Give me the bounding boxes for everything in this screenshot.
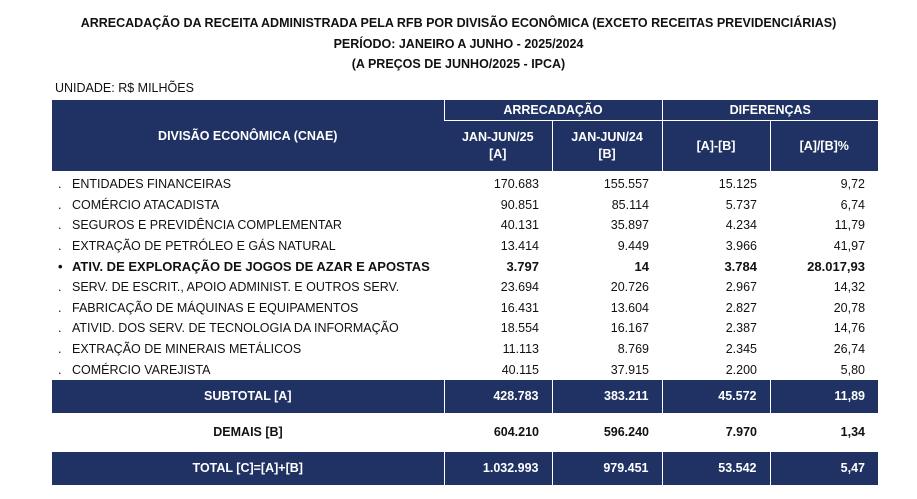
subtotal-label: SUBTOTAL [A] (52, 380, 444, 413)
row-value-a: 11.113 (502, 342, 539, 357)
division-header: DIVISÃO ECONÔMICA (CNAE) (52, 100, 444, 171)
row-bullet: . (58, 218, 62, 233)
total-diff: 53.542 (662, 452, 770, 485)
row-value-a: 170.683 (493, 177, 539, 192)
row-label-cell (52, 215, 444, 236)
table-row (52, 277, 878, 298)
demais-a: 604.210 (444, 413, 552, 452)
row-value-diff: 15.125 (718, 177, 757, 192)
row-value-diff: 2.967 (725, 280, 757, 295)
row-bullet: . (58, 177, 62, 192)
row-label: EXTRAÇÃO DE MINERAIS METÁLICOS (72, 342, 302, 357)
row-label-cell (52, 318, 444, 339)
row-label-cell (52, 277, 444, 298)
row-value-diff: 2.387 (725, 321, 757, 336)
row-bullet: . (58, 280, 62, 295)
demais-diff: 7.970 (662, 413, 770, 452)
table-row (52, 339, 878, 360)
col-b-header (552, 121, 662, 172)
table-row (52, 298, 878, 319)
row-value-b: 85.114 (611, 197, 649, 212)
row-value-b: 16.167 (610, 321, 649, 336)
row-value-pct: 20,78 (833, 300, 866, 315)
row-value-diff: 2.200 (725, 362, 757, 377)
table-header (52, 100, 878, 171)
row-value-diff: 3.784 (724, 259, 757, 275)
row-value-pct: 11,79 (834, 218, 866, 233)
row-label: FABRICAÇÃO DE MÁQUINAS E EQUIPAMENTOS (72, 300, 359, 315)
row-label-cell (52, 236, 444, 257)
row-value-a: 3.797 (506, 259, 539, 275)
row-value-b: 37.915 (610, 362, 649, 377)
total-row (52, 452, 878, 485)
col-b-header-line2: [B] (598, 147, 616, 161)
row-bullet: . (58, 362, 62, 377)
row-value-a: 13.414 (500, 239, 539, 254)
col-a-header (444, 121, 552, 172)
row-bullet: . (58, 300, 62, 315)
row-bullet: • (58, 259, 63, 275)
row-value-b: 35.897 (610, 218, 649, 233)
row-bullet: . (58, 239, 62, 254)
row-value-diff: 2.345 (725, 342, 757, 357)
total-a: 1.032.993 (444, 452, 552, 485)
row-label: COMÉRCIO VAREJISTA (72, 362, 211, 377)
col-b-header-line1: JAN-JUN/24 (571, 130, 643, 144)
row-value-pct: 28.017,93 (807, 259, 866, 275)
row-label: COMÉRCIO ATACADISTA (72, 197, 220, 212)
col-a-header-line2: [A] (489, 147, 507, 161)
col-diff-header: [A]-[B] (662, 121, 770, 172)
row-value-pct: 6,74 (840, 197, 866, 212)
table-row (52, 359, 878, 380)
row-value-a: 90.851 (500, 197, 539, 212)
demais-b: 596.240 (552, 413, 662, 452)
subtotal-pct: 11,89 (770, 380, 878, 413)
row-label: ATIVID. DOS SERV. DE TECNOLOGIA DA INFORMAÇÃO (72, 321, 399, 336)
table-row (52, 256, 878, 277)
row-label-cell (52, 339, 444, 360)
row-label-cell (52, 298, 444, 319)
row-label: SEGUROS E PREVIDÊNCIA COMPLEMENTAR (72, 218, 342, 233)
row-value-diff: 5.737 (725, 197, 757, 212)
row-label: EXTRAÇÃO DE PETRÓLEO E GÁS NATURAL (72, 239, 336, 254)
row-value-diff: 3.966 (725, 239, 757, 254)
subtotal-a: 428.783 (444, 380, 552, 413)
row-value-a: 18.554 (500, 321, 539, 336)
table-row (52, 318, 878, 339)
row-bullet: . (58, 197, 62, 212)
row-label-cell (52, 359, 444, 380)
table-row (52, 215, 878, 236)
row-value-b: 8.769 (617, 342, 649, 357)
row-bullet: . (58, 342, 62, 357)
table-body (52, 171, 878, 380)
row-value-pct: 41,97 (833, 239, 866, 254)
row-value-a: 40.115 (501, 362, 539, 377)
row-value-a: 23.694 (500, 280, 539, 295)
row-label: SERV. DE ESCRIT., APOIO ADMINIST. E OUTROS SERV. (72, 280, 400, 295)
total-label: TOTAL [C]=[A]+[B] (52, 452, 444, 485)
row-value-a: 40.131 (500, 218, 539, 233)
row-label-cell (52, 256, 444, 277)
arrecadacao-header: ARRECADAÇÃO (444, 100, 662, 121)
row-value-b: 13.604 (610, 300, 649, 315)
row-value-b: 9.449 (617, 239, 649, 254)
row-value-pct: 14,76 (833, 321, 866, 336)
row-value-diff: 2.827 (725, 300, 757, 315)
row-value-b: 20.726 (610, 280, 649, 295)
demais-row (52, 413, 878, 452)
row-value-a: 16.431 (500, 300, 539, 315)
row-value-b: 14 (634, 259, 649, 275)
table-row (52, 195, 878, 216)
demais-pct: 1,34 (770, 413, 878, 452)
row-value-diff: 4.234 (725, 218, 757, 233)
subtotal-b: 383.211 (552, 380, 662, 413)
col-a-header-line1: JAN-JUN/25 (461, 130, 534, 144)
row-label: ATIV. DE EXPLORAÇÃO DE JOGOS DE AZAR E APOSTAS (72, 259, 430, 275)
report-period: PERÍODO: JANEIRO A JUNHO - 2025/2024 (333, 37, 584, 51)
subtotal-row (52, 380, 878, 413)
unit-label: UNIDADE: R$ MILHÕES (55, 81, 194, 95)
report-price-basis: (A PREÇOS DE JUNHO/2025 - IPCA) (351, 57, 566, 71)
table-row (52, 171, 878, 195)
total-pct: 5,47 (770, 452, 878, 485)
report-title: ARRECADAÇÃO DA RECEITA ADMINISTRADA PELA RFB POR DIVISÃO ECONÔMICA (EXCETO RECEITAS PREVIDENCIÁRIAS) (80, 16, 837, 30)
row-value-pct: 26,74 (833, 342, 866, 357)
row-label-cell (52, 171, 444, 195)
col-pct-header: [A]/[B]% (770, 121, 878, 172)
table-row (52, 236, 878, 257)
row-label-cell (52, 195, 444, 216)
revenue-table (52, 100, 878, 485)
row-value-pct: 14,32 (833, 280, 866, 295)
diferencas-header: DIFERENÇAS (662, 100, 878, 121)
row-label: ENTIDADES FINANCEIRAS (72, 177, 232, 192)
row-value-pct: 5,80 (840, 362, 866, 377)
row-bullet: . (58, 321, 62, 336)
row-value-b: 155.557 (603, 177, 649, 192)
row-value-pct: 9,72 (840, 177, 866, 192)
total-b: 979.451 (552, 452, 662, 485)
demais-label: DEMAIS [B] (52, 413, 444, 452)
subtotal-diff: 45.572 (662, 380, 770, 413)
